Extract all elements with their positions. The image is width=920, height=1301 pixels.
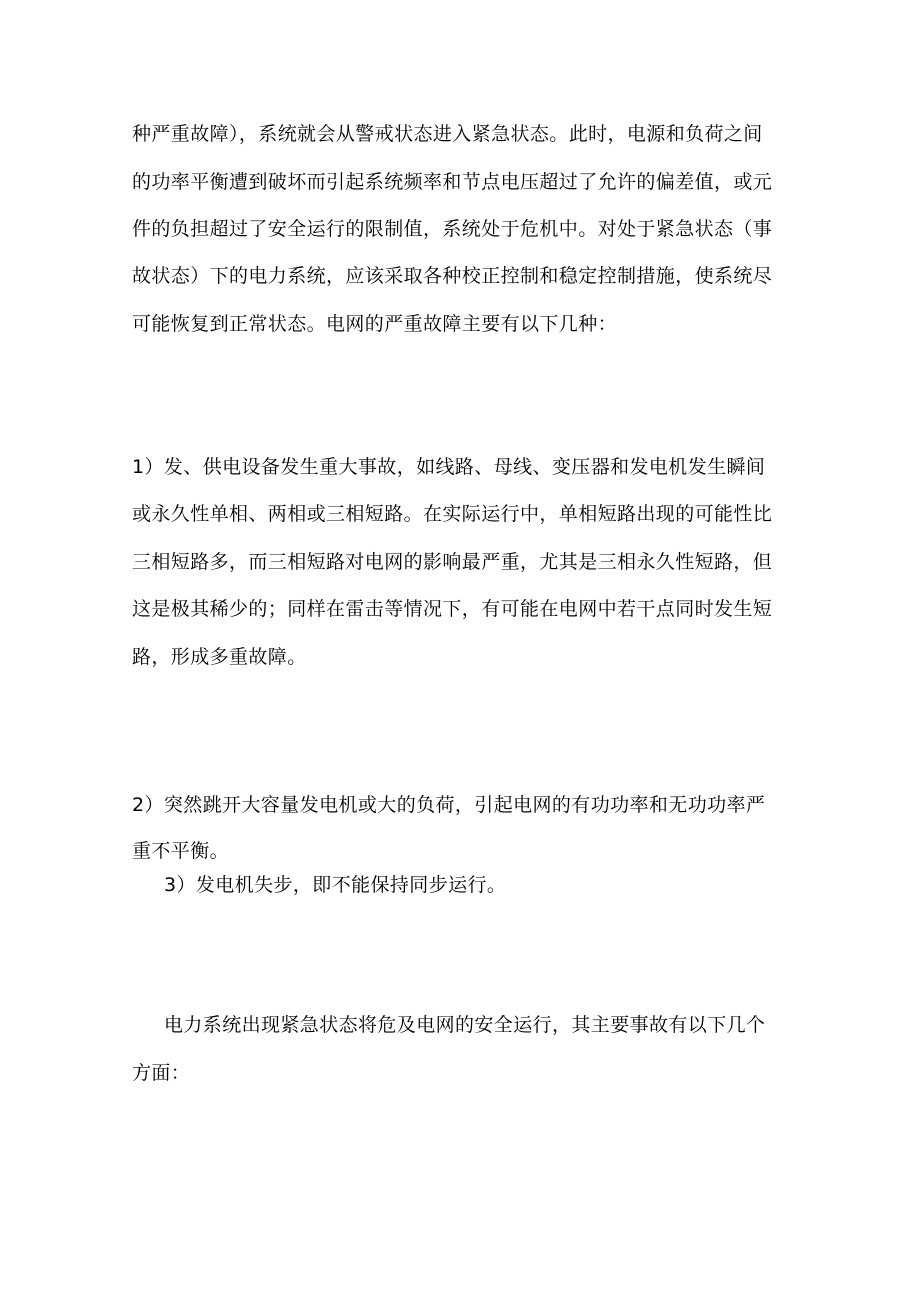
list-item-line: 3）发电机失步，即不能保持同步运行。	[164, 874, 507, 896]
paragraph-line: 的功率平衡遭到破坏而引起系统频率和节点电压超过了允许的偏差值，或元	[132, 171, 773, 193]
list-item-line: 重不平衡。	[132, 840, 230, 862]
list-item-line: 三相短路多，而三相短路对电网的影响最严重，尤其是三相永久性短路，但	[132, 551, 773, 573]
list-item-line: 这是极其稀少的；同样在雷击等情况下，有可能在电网中若干点同时发生短	[132, 598, 773, 620]
list-item-line: 或永久性单相、两相或三相短路。在实际运行中，单相短路出现的可能性比	[132, 503, 773, 525]
list-item-line: 路，形成多重故障。	[132, 646, 307, 668]
paragraph-line: 方面：	[132, 1062, 191, 1084]
list-item-line: 1）发、供电设备发生重大事故，如线路、母线、变压器和发电机发生瞬间	[132, 456, 766, 478]
paragraph-line: 种严重故障），系统就会从警戒状态进入紧急状态。此时，电源和负荷之间	[132, 123, 763, 145]
paragraph-line: 可能恢复到正常状态。电网的严重故障主要有以下几种：	[132, 313, 618, 335]
paragraph-line: 件的负担超过了安全运行的限制值，系统处于危机中。对处于紧急状态（事	[132, 218, 773, 240]
list-item-line: 2）突然跳开大容量发电机或大的负荷，引起电网的有功功率和无功功率严	[132, 794, 766, 816]
paragraph-line: 电力系统出现紧急状态将危及电网的安全运行，其主要事故有以下几个	[164, 1014, 766, 1036]
paragraph-line: 故状态）下的电力系统，应该采取各种校正控制和稳定控制措施，使系统尽	[132, 265, 773, 287]
